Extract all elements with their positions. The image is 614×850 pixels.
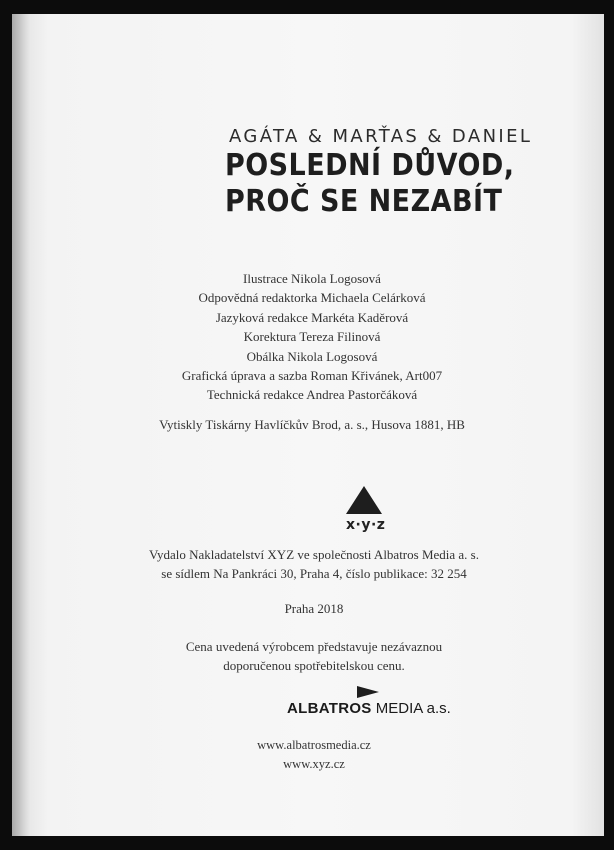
credit-line: Grafická úprava a sazba Roman Křivánek, Art007 [181, 368, 443, 384]
publisher-info [12, 545, 610, 583]
publisher-line-2: se sídlem Na Pankráci 30, Praha 4, číslo publikace: 32 254 [161, 566, 467, 581]
albatros-logo-suffix: a.s. [426, 700, 451, 717]
credit-line: Odpovědná redaktorka Michaela Celárková [198, 290, 426, 306]
price-note-line-1: Cena uvedená výrobcem představuje nezávaznou [185, 639, 443, 654]
author-names: AGÁTA & MARŤAS & DANIEL [229, 126, 533, 147]
albatros-media-logo [287, 700, 451, 717]
publisher-line-1: Vydalo Nakladatelství XYZ ve společnosti Albatros Media a. s. [149, 547, 479, 562]
credit-line: Technická redakce Andrea Pastorčáková [206, 387, 418, 403]
title-line-1: POSLEDNÍ DŮVOD, [225, 148, 515, 183]
url-albatros: www.albatrosmedia.cz [257, 738, 371, 752]
book-title [225, 148, 514, 220]
albatros-logo-regular: MEDIA [375, 700, 423, 717]
price-note [12, 637, 610, 675]
credits-list [12, 269, 608, 405]
credit-line: Ilustrace Nikola Logosová [243, 271, 381, 286]
credit-line: Jazyková redakce Markéta Kaděrová [215, 309, 409, 325]
book-page [12, 14, 604, 836]
printer-info: Vytiskly Tiskárny Havlíčkův Brod, a. s., Husova 1881, HB [159, 417, 465, 432]
url-xyz: www.xyz.cz [283, 757, 345, 771]
publisher-urls [12, 736, 610, 774]
credit-line: Korektura Tereza Filinová [243, 329, 381, 345]
credit-line: Obálka Nikola Logosová [246, 348, 378, 364]
triangle-logo-icon [345, 485, 383, 515]
place-year: Praha 2018 [284, 601, 344, 616]
xyz-logo-text: x·y·z [346, 517, 386, 533]
albatros-logo-bold: ALBATROS [287, 700, 372, 717]
flag-logo-icon [357, 686, 379, 698]
price-note-line-2: doporučenou spotřebitelskou cenu. [223, 658, 405, 673]
title-line-2: PROČ SE NEZABÍT [225, 184, 503, 219]
